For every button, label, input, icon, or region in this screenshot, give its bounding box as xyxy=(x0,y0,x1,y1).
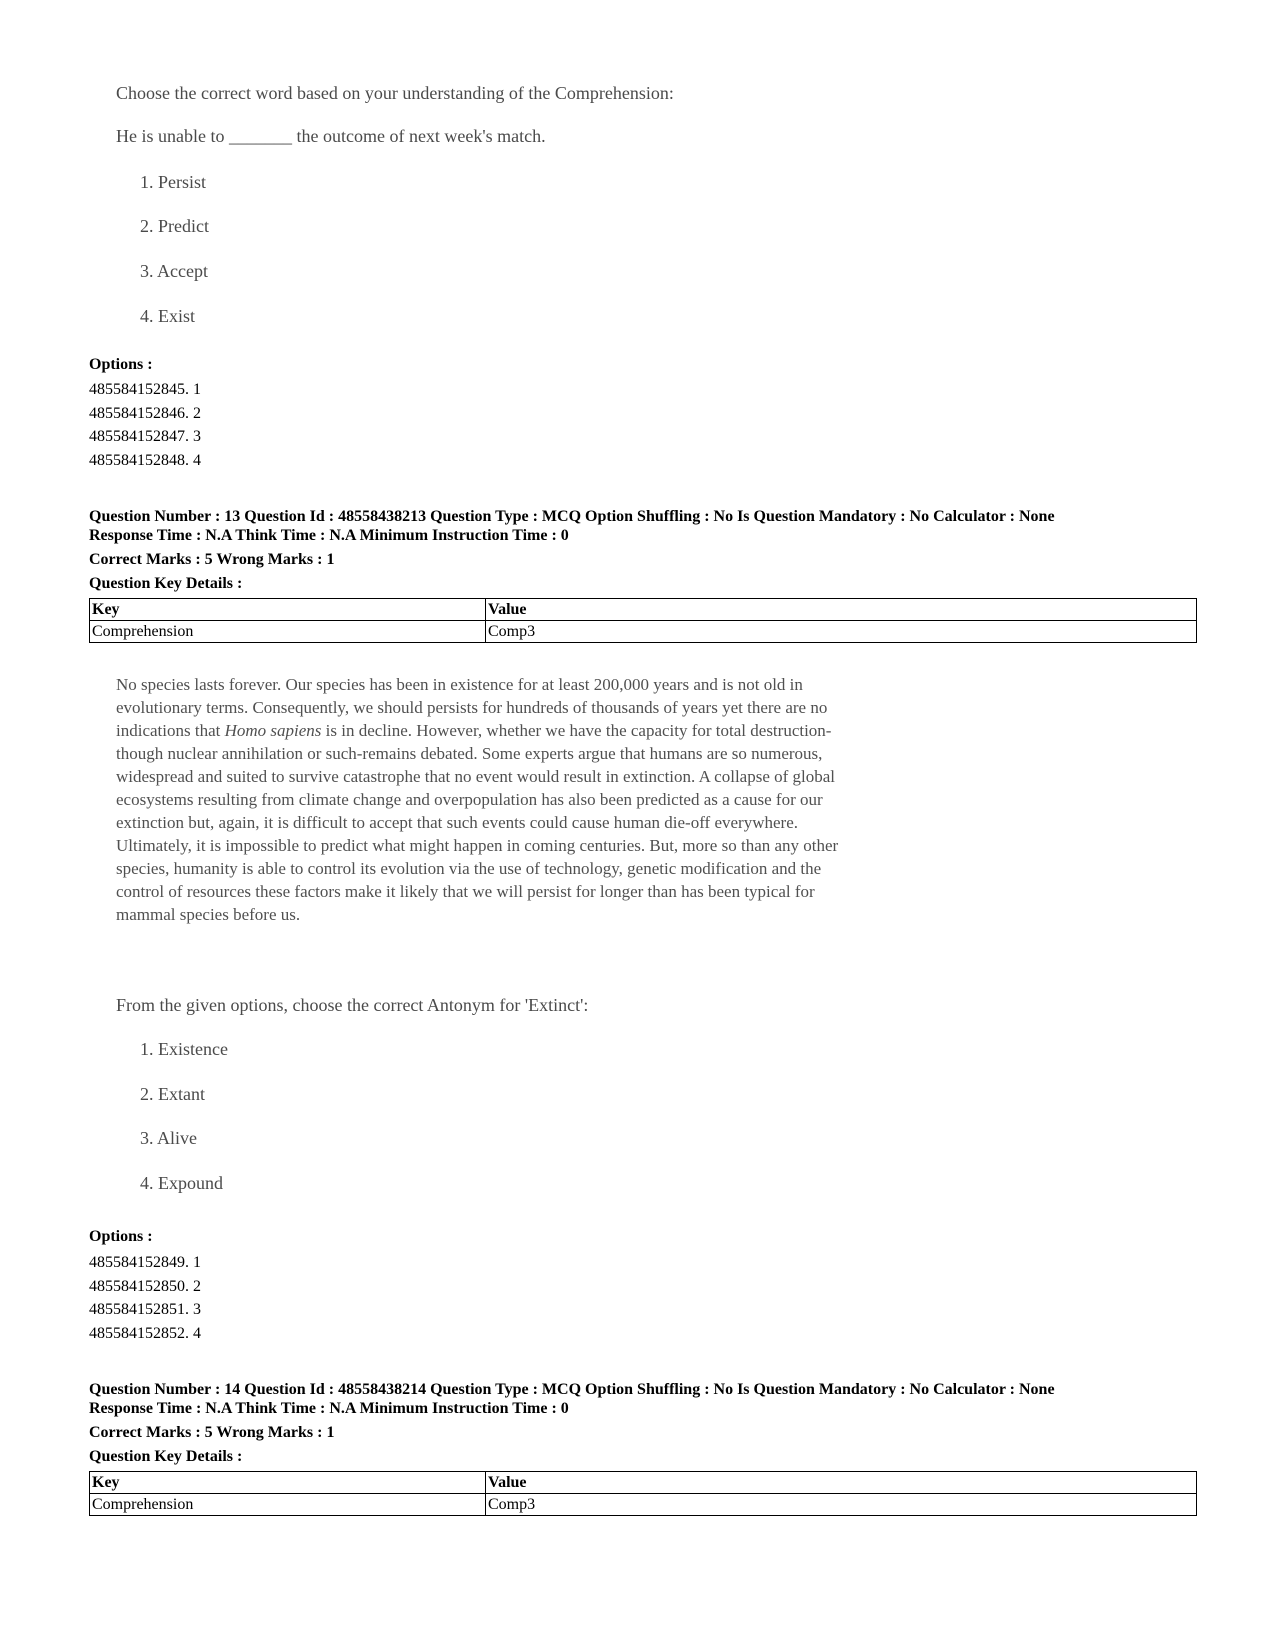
q12-item-1: 1. Persist xyxy=(140,172,207,192)
q12-option-1: 485584152845. 1 xyxy=(89,381,201,398)
q14-meta-line2: Response Time : N.A Think Time : N.A Minimum Instruction Time : 0 xyxy=(89,1400,569,1417)
q12-options-label: Options : xyxy=(89,356,153,373)
passage-text: is in decline. However, whether we have the capacity for total destruction- xyxy=(325,721,832,740)
table-cell-key: Comprehension xyxy=(90,1494,486,1516)
table-row xyxy=(90,1472,1197,1494)
q13-prompt: From the given options, choose the correct Antonym for 'Extinct': xyxy=(116,995,589,1015)
q12-options-list xyxy=(89,378,201,472)
passage-line: No species lasts forever. Our species has been in existence for at least 200,000 years and is not old in xyxy=(116,675,803,694)
table-cell-key: Comprehension xyxy=(90,621,486,643)
q12-option-4: 485584152848. 4 xyxy=(89,451,201,469)
q13-options-list xyxy=(89,1251,201,1345)
passage-line: mammal species before us. xyxy=(116,905,301,924)
q13-item-2: 2. Extant xyxy=(140,1084,205,1104)
passage-line: extinction but, again, it is difficult to accept that such events could cause human die-off everywhere. xyxy=(116,813,798,832)
q13-option-4: 485584152852. 4 xyxy=(89,1324,201,1342)
q12-option-3: 485584152847. 3 xyxy=(89,428,201,445)
q13-meta-line1: Question Number : 13 Question Id : 48558438213 Question Type : MCQ Option Shuffling : No Is Question Mandatory : No Calculator : None xyxy=(89,508,1055,525)
passage-species-name: Homo sapiens xyxy=(224,721,322,740)
q13-item-1: 1. Existence xyxy=(140,1039,228,1059)
table-row xyxy=(90,599,1197,621)
passage-line: species, humanity is able to control its evolution via the use of technology, genetic modification and the xyxy=(116,859,822,878)
passage-line: Ultimately, it is impossible to predict what might happen in coming centuries. But, more so than any other xyxy=(116,836,839,855)
table-header-value: Value xyxy=(486,1472,1197,1494)
q13-option-3: 485584152851. 3 xyxy=(89,1301,201,1318)
q13-item-4: 4. Expound xyxy=(140,1173,223,1193)
table-header-key: Key xyxy=(90,1472,486,1494)
q13-passage xyxy=(116,673,976,926)
q12-instruction: Choose the correct word based on your understanding of the Comprehension: xyxy=(116,83,674,103)
q12-item-4: 4. Exist xyxy=(140,306,196,326)
q13-item-3: 3. Alive xyxy=(140,1128,197,1148)
passage-line xyxy=(116,719,976,742)
q12-item-2: 2. Predict xyxy=(140,216,209,236)
q13-key-table xyxy=(89,598,1197,643)
q12-option-2: 485584152846. 2 xyxy=(89,404,201,422)
q14-meta-line1: Question Number : 14 Question Id : 48558438214 Question Type : MCQ Option Shuffling : No Is Question Mandatory : No Calculator : None xyxy=(89,1381,1055,1398)
passage-line: evolutionary terms. Consequently, we should persists for hundreds of thousands of years yet there are no xyxy=(116,698,828,717)
q13-option-1: 485584152849. 1 xyxy=(89,1254,201,1271)
q13-marks: Correct Marks : 5 Wrong Marks : 1 xyxy=(89,551,335,568)
q14-marks: Correct Marks : 5 Wrong Marks : 1 xyxy=(89,1424,335,1441)
passage-line: ecosystems resulting from climate change and overpopulation has also been predicted as a cause for our xyxy=(116,790,823,809)
table-cell-value: Comp3 xyxy=(486,1494,1197,1516)
q13-option-2: 485584152850. 2 xyxy=(89,1277,201,1295)
passage-text: indications that xyxy=(116,721,221,740)
passage-line: though nuclear annihilation or such-remains debated. Some experts argue that humans are so numerous, xyxy=(116,744,823,763)
q13-key-details-label: Question Key Details : xyxy=(89,575,243,592)
q12-item-3: 3. Accept xyxy=(140,261,208,281)
q14-key-table xyxy=(89,1471,1197,1516)
passage-line: widespread and suited to survive catastrophe that no event would result in extinction. A collapse of global xyxy=(116,767,836,786)
q14-key-details-label: Question Key Details : xyxy=(89,1448,243,1465)
table-cell-value: Comp3 xyxy=(486,621,1197,643)
q13-options-label: Options : xyxy=(89,1228,153,1245)
q13-meta-line2: Response Time : N.A Think Time : N.A Minimum Instruction Time : 0 xyxy=(89,527,569,544)
table-row xyxy=(90,621,1197,643)
table-header-key: Key xyxy=(90,599,486,621)
q12-sentence: He is unable to _______ the outcome of next week's match. xyxy=(116,126,546,146)
passage-line: control of resources these factors make it likely that we will persist for longer than has been typical for xyxy=(116,882,815,901)
table-header-value: Value xyxy=(486,599,1197,621)
table-row xyxy=(90,1494,1197,1516)
